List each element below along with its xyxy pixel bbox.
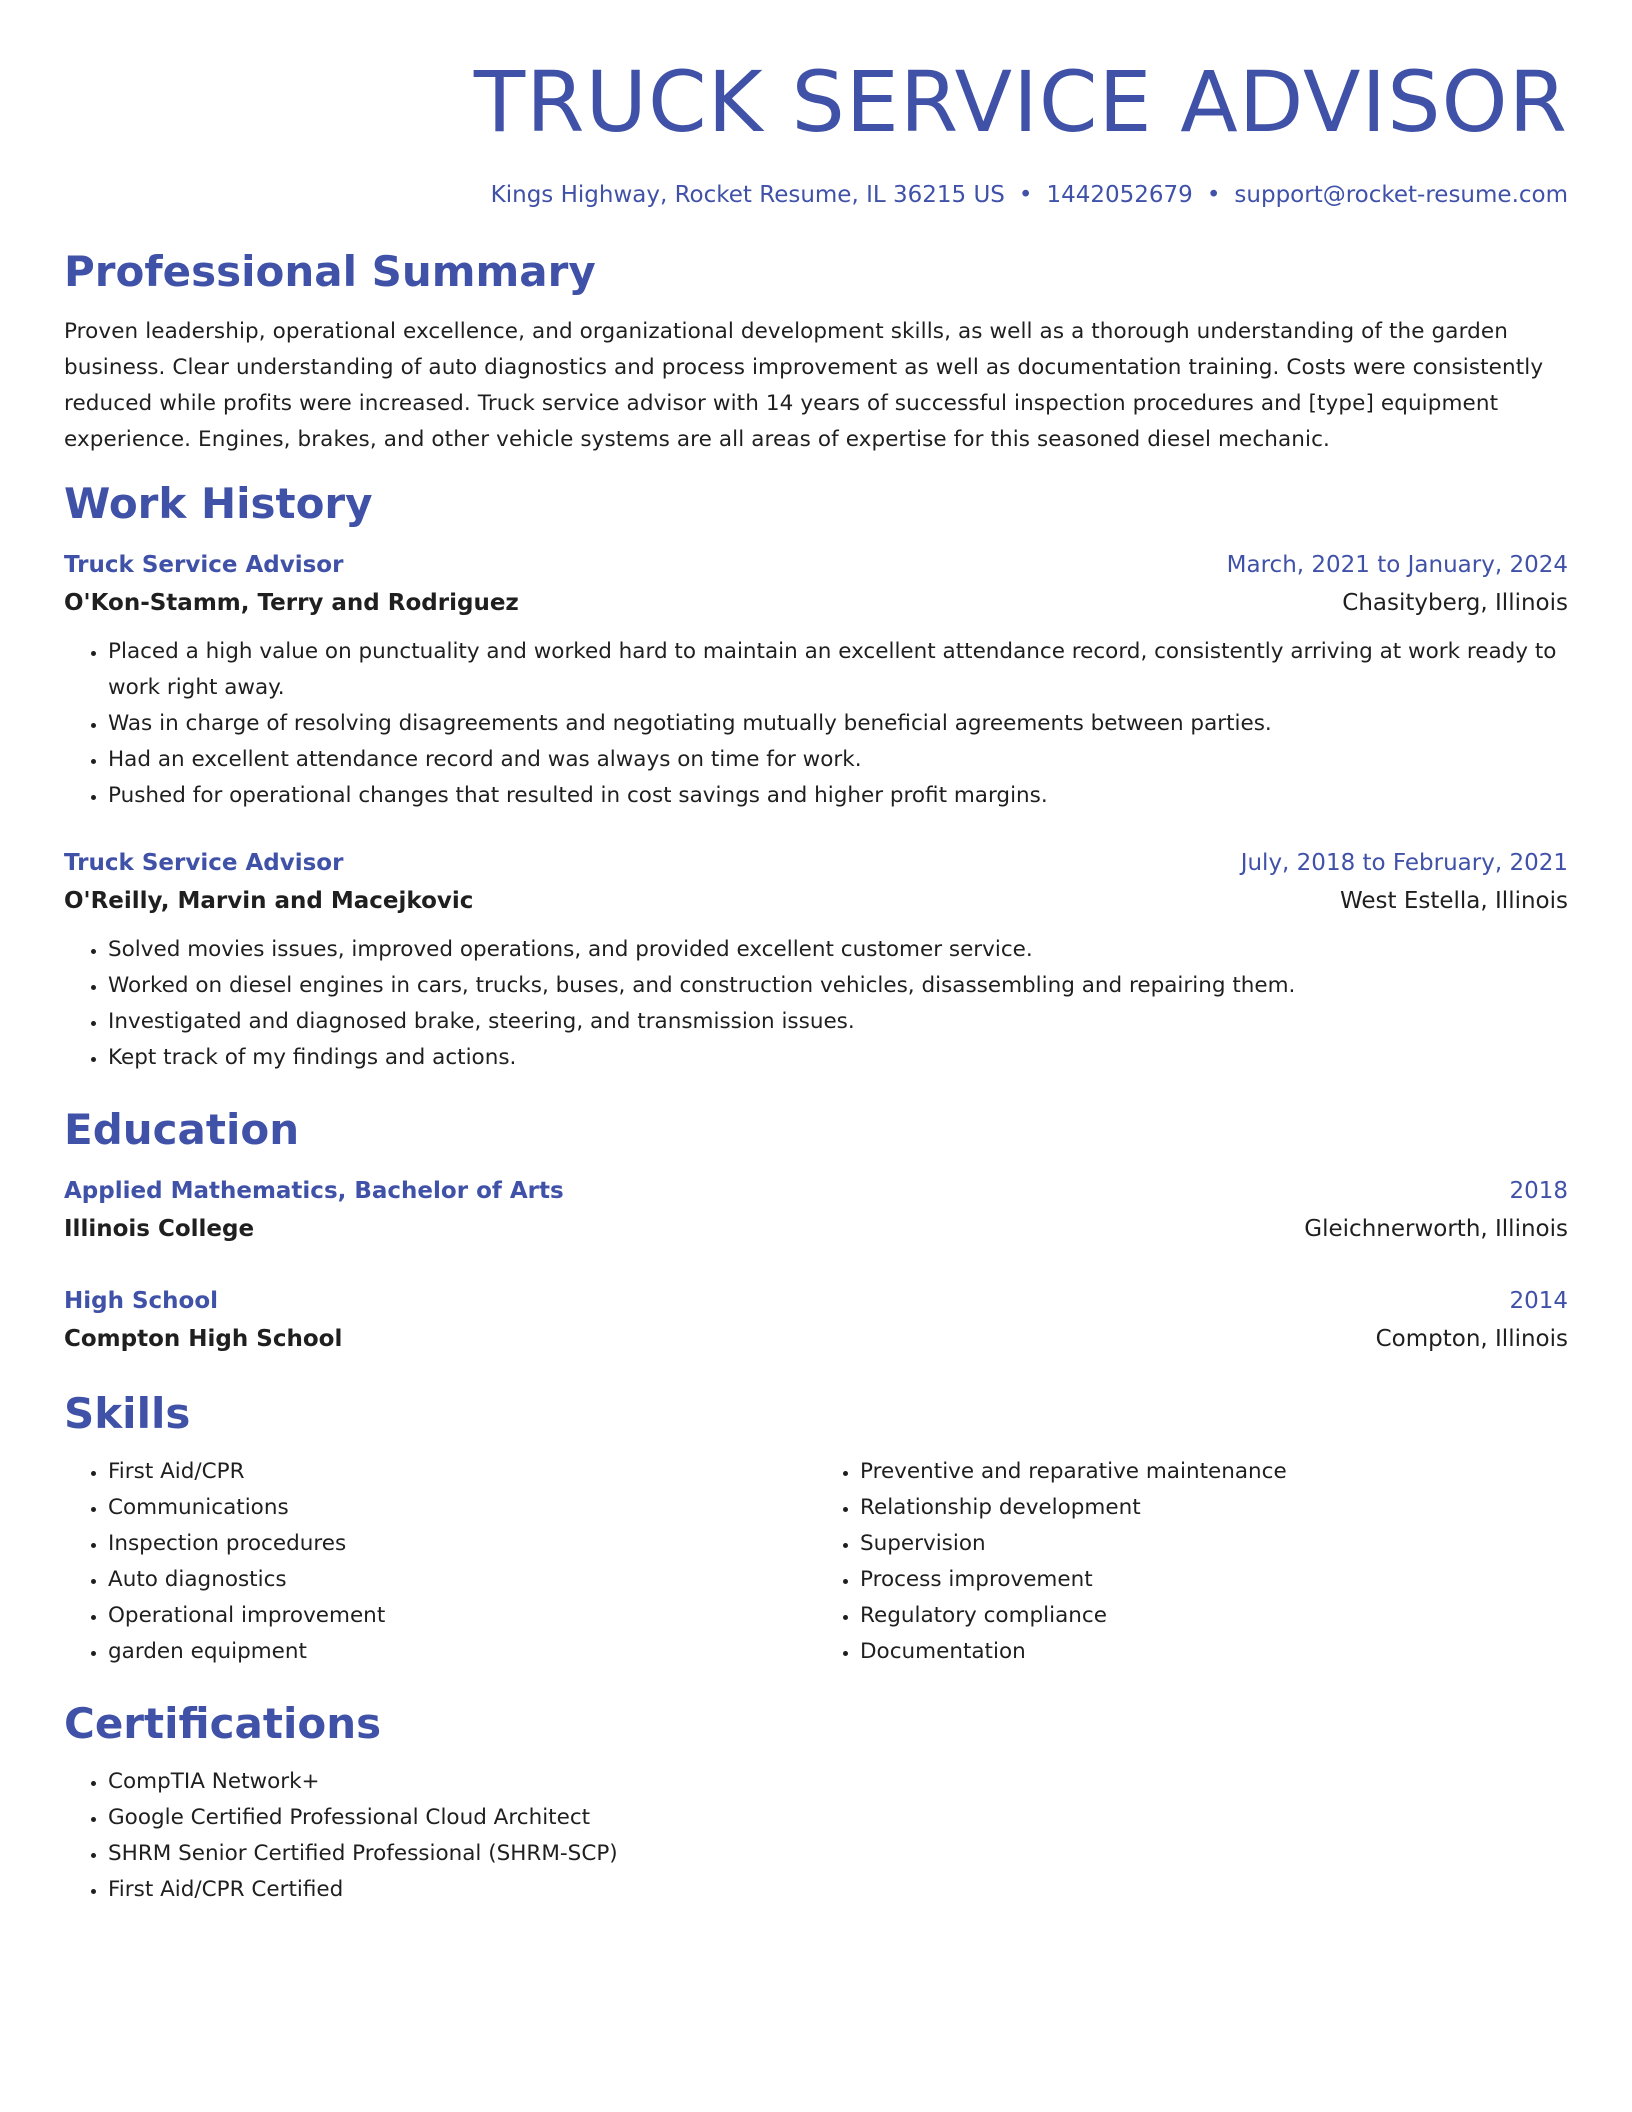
job-bullets — [64, 634, 1568, 814]
skill-item: • Auto diagnostics — [108, 1562, 816, 1598]
job-location: West Estella, Illinois — [1339, 888, 1568, 914]
section-title-skills: Skills — [64, 1389, 191, 1438]
certifications-section — [64, 1696, 1568, 1908]
education-section — [64, 1102, 1568, 1358]
skills-section — [64, 1386, 1568, 1670]
skills-list-left — [64, 1454, 816, 1670]
job-entry — [64, 546, 1568, 814]
job-location: Chasityberg, Illinois — [1342, 590, 1568, 616]
certification-item: • First Aid/CPR Certified — [108, 1872, 1568, 1908]
education-year: 2014 — [1509, 1288, 1568, 1314]
skill-item: • Supervision — [860, 1526, 1568, 1562]
job-company: O'Reilly, Marvin and Macejkovic — [64, 888, 474, 914]
skill-item: • Regulatory compliance — [860, 1598, 1568, 1634]
job-role: Truck Service Advisor — [64, 552, 344, 578]
skill-item: • Operational improvement — [108, 1598, 816, 1634]
contact-phone: 1442052679 — [1046, 182, 1193, 208]
summary-section — [64, 244, 1568, 458]
education-school: Illinois College — [64, 1216, 255, 1242]
job-bullet: • Placed a high value on punctuality and worked hard to maintain an excellent attendance record, consistently arriving at work ready to work right away. — [108, 634, 1568, 706]
certification-item: • Google Certified Professional Cloud Architect — [108, 1800, 1568, 1836]
job-bullet: • Had an excellent attendance record and was always on time for work. — [108, 742, 1568, 778]
education-entry — [64, 1282, 1568, 1358]
skill-item: • Inspection procedures — [108, 1526, 816, 1562]
job-bullet: • Kept track of my findings and actions. — [108, 1040, 1568, 1076]
section-title-work: Work History — [64, 479, 373, 528]
contact-email[interactable]: support@rocket-resume.com — [1234, 182, 1568, 208]
skill-item: • Process improvement — [860, 1562, 1568, 1598]
contact-address: Kings Highway, Rocket Resume, IL 36215 US — [490, 182, 1005, 208]
education-degree: Applied Mathematics, Bachelor of Arts — [64, 1178, 564, 1204]
education-entry — [64, 1172, 1568, 1248]
contact-separator: • — [1018, 182, 1033, 208]
skills-list-right — [816, 1454, 1568, 1670]
education-year: 2018 — [1509, 1178, 1568, 1204]
education-school: Compton High School — [64, 1326, 343, 1352]
work-section — [64, 476, 1568, 1076]
education-degree: High School — [64, 1288, 219, 1314]
certification-item: • SHRM Senior Certified Professional (SHRM-SCP) — [108, 1836, 1568, 1872]
skill-item: • garden equipment — [108, 1634, 816, 1670]
job-bullet: • Was in charge of resolving disagreements and negotiating mutually beneficial agreements between parties. — [108, 706, 1568, 742]
resume-name: TRUCK SERVICE ADVISOR — [473, 53, 1568, 151]
job-dates: July, 2018 to February, 2021 — [1240, 850, 1568, 876]
job-dates: March, 2021 to January, 2024 — [1226, 552, 1568, 578]
skill-item: • First Aid/CPR — [108, 1454, 816, 1490]
job-bullet: • Solved movies issues, improved operations, and provided excellent customer service. — [108, 932, 1568, 968]
skill-item: • Preventive and reparative maintenance — [860, 1454, 1568, 1490]
job-bullets — [64, 932, 1568, 1076]
certification-item: • CompTIA Network+ — [108, 1764, 1568, 1800]
job-entry — [64, 844, 1568, 1076]
job-company: O'Kon-Stamm, Terry and Rodriguez — [64, 590, 519, 616]
education-location: Gleichnerworth, Illinois — [1304, 1216, 1568, 1242]
contact-separator: • — [1206, 182, 1221, 208]
certifications-list — [64, 1764, 1568, 1908]
contact-line — [64, 178, 1568, 212]
section-title-education: Education — [64, 1105, 300, 1154]
summary-text: Proven leadership, operational excellence, and organizational development skills, as well as a thorough understanding of the garden business. Clear understanding of auto diagnostics and process improvement as well as documentation training. Costs were consistently reduced while profits were increased. Truck service advisor with 14 years of successful inspection procedures and [type] equipment experience. Engines, brakes, and other vehicle systems are all areas of expertise for this seasoned diesel mechanic. — [64, 319, 1544, 452]
skill-item: • Documentation — [860, 1634, 1568, 1670]
skill-item: • Communications — [108, 1490, 816, 1526]
job-bullet: • Pushed for operational changes that resulted in cost savings and higher profit margins. — [108, 778, 1568, 814]
education-location: Compton, Illinois — [1375, 1326, 1568, 1352]
job-role: Truck Service Advisor — [64, 850, 344, 876]
job-bullet: • Investigated and diagnosed brake, steering, and transmission issues. — [108, 1004, 1568, 1040]
job-bullet: • Worked on diesel engines in cars, trucks, buses, and construction vehicles, disassembling and repairing them. — [108, 968, 1568, 1004]
skills-grid — [64, 1454, 1568, 1670]
section-title-certifications: Certifications — [64, 1699, 382, 1748]
section-title-summary: Professional Summary — [64, 247, 596, 296]
skill-item: • Relationship development — [860, 1490, 1568, 1526]
